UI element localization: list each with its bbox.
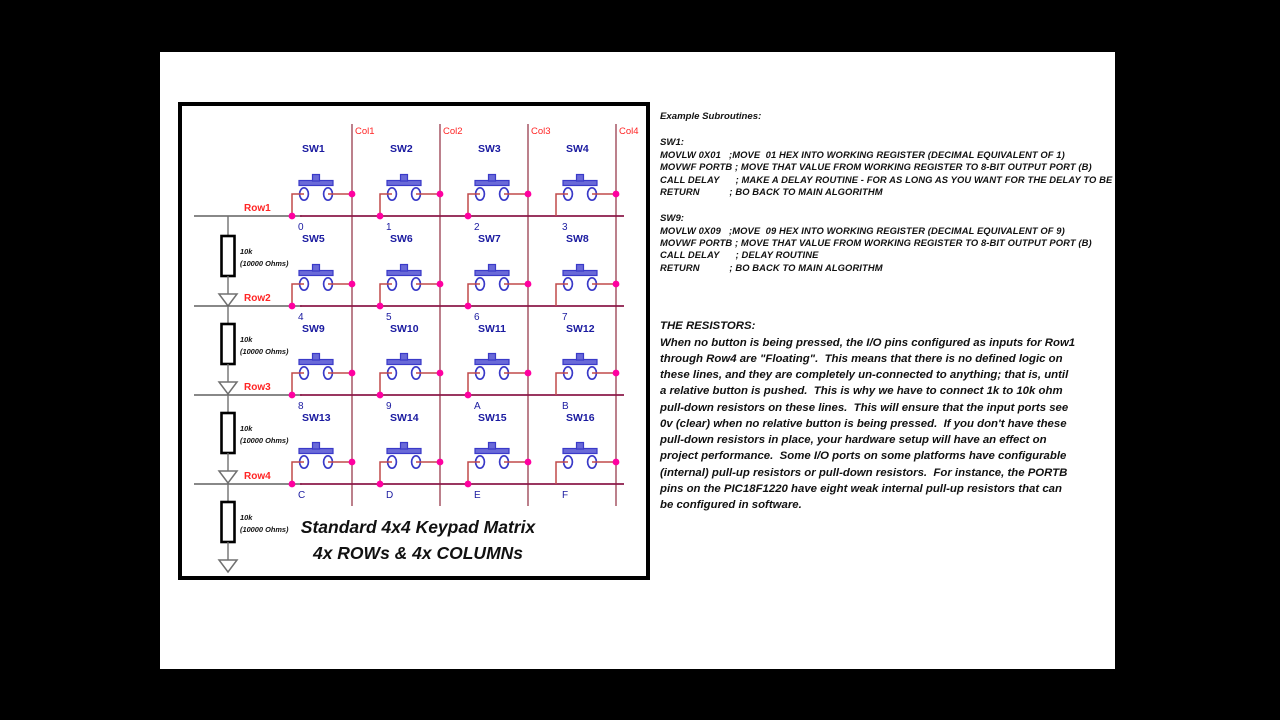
- junction-dot: [377, 392, 384, 399]
- schematic-title-line2: 4x ROWs & 4x COLUMNs: [312, 543, 524, 563]
- junction-dot: [377, 303, 384, 310]
- junction-dot: [613, 281, 620, 288]
- row-label-4: Row4: [244, 471, 271, 482]
- key-label-0: 0: [298, 222, 304, 233]
- sw-name-sw9: SW9: [302, 323, 325, 335]
- keypad-schematic-box: [178, 102, 650, 580]
- switch-cell-sw3[interactable]: [465, 143, 532, 233]
- key-label-F: F: [562, 490, 569, 501]
- sw1-line-3: CALL DELAY ; MAKE A DELAY ROUTINE - FOR AS LONG AS YOU WANT FOR THE DELAY TO BE: [660, 173, 1113, 185]
- key-label-7: 7: [562, 312, 568, 323]
- resistors-line-10: pins on the PIC18F1220 have eight weak internal pull-up resistors that can: [660, 482, 1062, 495]
- sw-name-sw3: SW3: [478, 143, 501, 155]
- resistors-heading: THE RESISTORS:: [660, 320, 756, 333]
- junction-dot: [613, 370, 620, 377]
- sw1-line-1: MOVLW 0X01 ;MOVE 01 HEX INTO WORKING REGISTER (DECIMAL EQUIVALENT OF 1): [660, 149, 1065, 160]
- schematic-title: [301, 517, 537, 563]
- sw1-line-4: RETURN ; BO BACK TO MAIN ALGORITHM: [660, 186, 883, 198]
- switch-cell-sw6[interactable]: [377, 233, 444, 323]
- resistor-value-4: 10k: [240, 513, 253, 522]
- sw-name-sw2: SW2: [390, 143, 413, 155]
- pulldown-resistor-2: [219, 306, 289, 394]
- sw-name-sw7: SW7: [478, 233, 501, 245]
- resistors-line-5: pull-down resistors on these lines. This will ensure that the input ports see: [660, 401, 1069, 414]
- switch-cell-sw7[interactable]: [465, 233, 532, 323]
- switch-cell-sw12[interactable]: [556, 323, 619, 412]
- key-label-9: 9: [386, 401, 392, 412]
- sw9-line-3: CALL DELAY ; DELAY ROUTINE: [660, 249, 819, 261]
- col-label-3: Col3: [531, 126, 551, 137]
- key-label-5: 5: [386, 312, 392, 323]
- key-label-1: 1: [386, 222, 392, 233]
- row-label-1: Row1: [244, 203, 271, 214]
- resistor-ohms-3: (10000 Ohms): [240, 436, 289, 445]
- notes-column: [660, 110, 1115, 630]
- switch-cell-sw5[interactable]: [289, 233, 356, 323]
- examples-heading: Example Subroutines:: [660, 111, 762, 122]
- resistor-value-2: 10k: [240, 335, 253, 344]
- sw9-line-2: MOVWF PORTB ; MOVE THAT VALUE FROM WORKING REGISTER TO 8-BIT OUTPUT PORT (B): [660, 237, 1092, 249]
- switch-cell-sw15[interactable]: [465, 412, 532, 501]
- sw-name-sw1: SW1: [302, 143, 325, 155]
- resistors-line-2: through Row4 are "Floating". This means that there is no defined logic on: [660, 352, 1063, 365]
- sw-name-sw15: SW15: [478, 412, 507, 424]
- junction-dot: [437, 281, 444, 288]
- switch-cell-sw4[interactable]: [556, 143, 619, 233]
- junction-dot: [465, 481, 472, 488]
- junction-dot: [349, 281, 356, 288]
- matrix-row-2: [194, 233, 624, 394]
- keypad-schematic-svg: [182, 106, 654, 584]
- sw-name-sw14: SW14: [390, 412, 419, 424]
- resistor-ohms-4: (10000 Ohms): [240, 525, 289, 534]
- key-label-E: E: [474, 490, 481, 501]
- key-label-B: B: [562, 401, 569, 412]
- sw9-heading: SW9:: [660, 212, 684, 224]
- junction-dot: [465, 392, 472, 399]
- matrix-row-1: [194, 143, 624, 306]
- junction-dot: [349, 191, 356, 198]
- sw-name-sw11: SW11: [478, 323, 507, 335]
- junction-dot: [437, 459, 444, 466]
- sw-name-sw12: SW12: [566, 323, 595, 335]
- junction-dot: [349, 459, 356, 466]
- key-label-C: C: [298, 490, 306, 501]
- pulldown-resistor-4: [219, 484, 289, 572]
- junction-dot: [465, 303, 472, 310]
- junction-dot: [289, 392, 296, 399]
- key-label-2: 2: [474, 222, 480, 233]
- junction-dot: [525, 281, 532, 288]
- resistors-line-9: (internal) pull-up resistors or pull-down resistors. For instance, the PORTB: [660, 466, 1068, 479]
- junction-dot: [377, 481, 384, 488]
- schematic-title-line1: Standard 4x4 Keypad Matrix: [300, 517, 536, 537]
- switch-cell-sw8[interactable]: [556, 233, 619, 323]
- resistors-line-6: 0v (clear) when no relative button is being pressed. If you don't have these: [660, 417, 1067, 430]
- junction-dot: [525, 191, 532, 198]
- key-label-3: 3: [562, 222, 568, 233]
- resistors-line-3: these lines, and they are completely un-connected to anything; that is, until: [660, 369, 1069, 381]
- junction-dot: [289, 213, 296, 220]
- switch-cell-sw10[interactable]: [377, 323, 444, 412]
- resistors-line-7: pull-down resistors in place, your hardware setup will have an effect on: [660, 434, 1047, 446]
- pulldown-resistor-3: [219, 395, 289, 483]
- key-label-D: D: [386, 490, 394, 501]
- junction-dot: [465, 213, 472, 220]
- switch-cell-sw9[interactable]: [289, 323, 356, 412]
- resistors-line-11: be configured in software.: [660, 499, 802, 511]
- junction-dot: [349, 370, 356, 377]
- switch-cell-sw1[interactable]: [289, 143, 356, 233]
- resistor-ohms-2: (10000 Ohms): [240, 347, 289, 356]
- resistors-line-4: a relative button is pushed. This is why we have to connect 1k to 10k ohm: [660, 385, 1063, 398]
- junction-dot: [289, 481, 296, 488]
- sw-name-sw8: SW8: [566, 233, 589, 245]
- sw1-line-2: MOVWF PORTB ; MOVE THAT VALUE FROM WORKING REGISTER TO 8-BIT OUTPUT PORT (B): [660, 161, 1092, 173]
- column-labels: [355, 126, 639, 137]
- sw-name-sw16: SW16: [566, 412, 595, 424]
- junction-dot: [613, 191, 620, 198]
- junction-dot: [525, 370, 532, 377]
- switch-cell-sw14[interactable]: [377, 412, 444, 501]
- sw1-heading: SW1:: [660, 137, 684, 148]
- spacer: [660, 123, 1115, 136]
- sw-name-sw5: SW5: [302, 233, 325, 245]
- resistors-line-1: When no button is being pressed, the I/O pins configured as inputs for Row1: [660, 336, 1076, 349]
- resistors-paragraph: [660, 335, 1115, 514]
- key-label-4: 4: [298, 312, 304, 323]
- slide-page: [160, 52, 1115, 669]
- row-label-2: Row2: [244, 293, 271, 304]
- key-label-A: A: [474, 401, 481, 412]
- sw9-line-4: RETURN ; BO BACK TO MAIN ALGORITHM: [660, 261, 883, 273]
- sw-name-sw4: SW4: [566, 143, 589, 155]
- switch-cell-sw16[interactable]: [556, 412, 619, 501]
- spacer: [660, 274, 1115, 318]
- resistors-line-8: project performance. Some I/O ports on some platforms have configurable: [660, 450, 1067, 463]
- junction-dot: [377, 213, 384, 220]
- resistor-value-3: 10k: [240, 424, 253, 433]
- switch-cell-sw11[interactable]: [465, 323, 532, 412]
- junction-dot: [613, 459, 620, 466]
- junction-dot: [289, 303, 296, 310]
- col-label-2: Col2: [443, 126, 463, 137]
- sw-name-sw10: SW10: [390, 323, 419, 335]
- junction-dot: [437, 191, 444, 198]
- sw9-line-1: MOVLW 0X09 ;MOVE 09 HEX INTO WORKING REGISTER (DECIMAL EQUIVALENT OF 9): [660, 224, 1065, 236]
- row-label-3: Row3: [244, 382, 271, 393]
- col-label-4: Col4: [619, 126, 639, 137]
- resistor-value-1: 10k: [240, 247, 253, 256]
- sw-name-sw13: SW13: [302, 412, 331, 424]
- key-label-6: 6: [474, 312, 480, 323]
- sw-name-sw6: SW6: [390, 233, 413, 245]
- resistor-ohms-1: (10000 Ohms): [240, 259, 289, 268]
- junction-dot: [525, 459, 532, 466]
- junction-dot: [437, 370, 444, 377]
- spacer: [660, 199, 1115, 212]
- key-label-8: 8: [298, 401, 304, 412]
- switch-cell-sw2[interactable]: [377, 143, 444, 233]
- col-label-1: Col1: [355, 126, 375, 137]
- switch-cell-sw13[interactable]: [289, 412, 356, 501]
